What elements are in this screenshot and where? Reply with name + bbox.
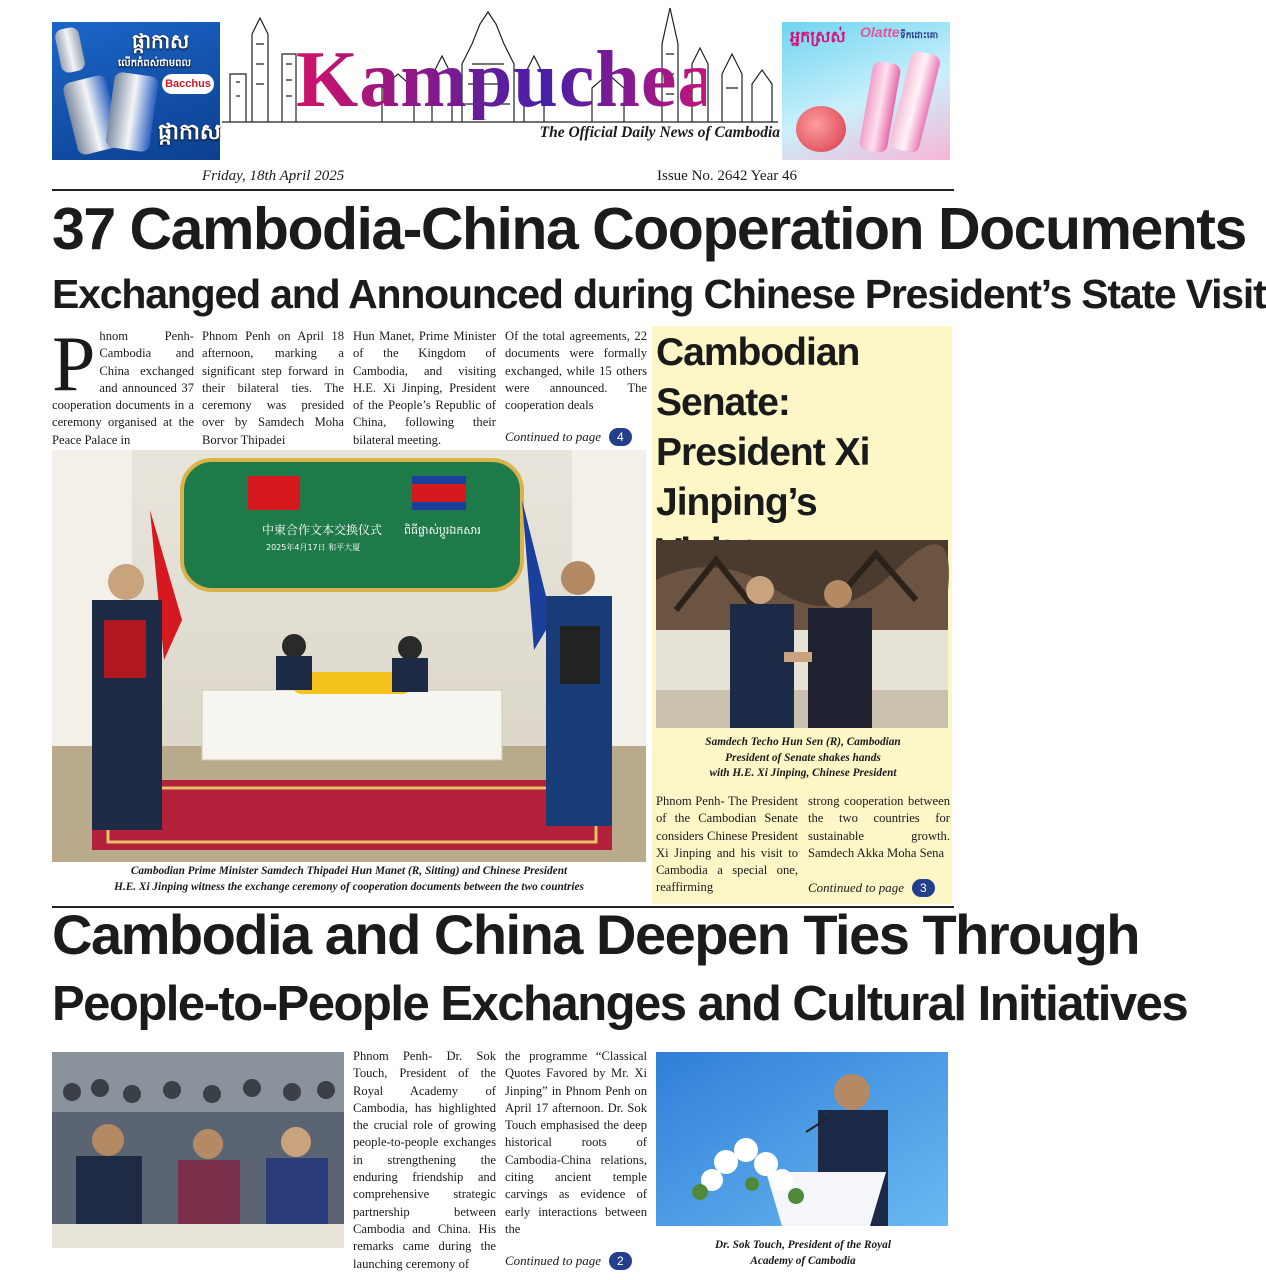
second-column-2: the programme “Classical Quotes Favored by Mr. Xi Jinping” in Phnom Penh on April 17 afternoon. Dr. Sok Touch emphasised the deep historical roots of Cambodia-China relations, citing ancient temple carvings as evidence of early interactions between the [505, 1049, 647, 1236]
sidebar-photo-caption [656, 735, 950, 782]
ad-fruit-image [796, 106, 846, 152]
speaker-caption-line-2: Academy of Cambodia [750, 1254, 856, 1267]
banner-khmer-text: ពិធីផ្លាស់ប្តូរឯកសារ [404, 524, 481, 537]
speaker-photo [656, 1052, 948, 1226]
speaker-photo-caption [656, 1238, 950, 1269]
ad-can-image [105, 71, 159, 152]
second-column-1: Phnom Penh- Dr. Sok Touch, President of the Royal Academy of Cambodia, has highlighted the crucial role of growing people-to-people exchanges in strengthening the enduring friendship and comprehensive strategic partnership between Cambodia and China. His remarks came during the launching ceremony of [353, 1049, 496, 1271]
sidebar-headline-line-1: Cambodian Senate: [656, 331, 860, 424]
lead-photo-caption [52, 864, 646, 895]
sidebar-caption-line-2: President of Senate shakes hands [725, 751, 881, 764]
page-badge: 2 [609, 1252, 632, 1270]
lead-caption-line-1: Cambodian Prime Minister Samdech Thipadei Hun Manet (R, Sitting) and Chinese President [130, 865, 568, 877]
lead-column-3: Hun Manet, Prime Minister of the Kingdom of Cambodia, and visiting H.E. Xi Jinping, President of the People’s Republic of China, following their bilateral meeting. [353, 329, 496, 447]
second-headline[interactable]: Cambodia and China Deepen Ties Through [52, 903, 1139, 966]
ad-headline: ផ្កាកាស [132, 29, 190, 53]
continued-label: Continued to page [505, 429, 602, 444]
issue-number: Issue No. 2642 Year 46 [657, 168, 797, 184]
ad-subline: លើកកំពស់ថាមពល [118, 58, 191, 69]
banner-chinese-text: 中柬合作文本交换仪式 [262, 523, 383, 537]
lead-subheadline[interactable]: Exchanged and Announced during Chinese President’s State Visit [52, 271, 1266, 317]
second-subheadline[interactable]: People-to-People Exchanges and Cultural Initiatives [52, 977, 1188, 1031]
lead-column-1-text: hnom Penh- Cambodia and China exchanged and announced 37 cooperation documents in a ceremony organised at the Peace Palace in [52, 329, 194, 447]
ad-logo: Bacchus [162, 74, 214, 94]
lead-caption-line-2: H.E. Xi Jinping witness the exchange ceremony of cooperation documents between the two countries [114, 880, 584, 893]
speaker-caption-line-1: Dr. Sok Touch, President of the Royal [715, 1239, 891, 1251]
sidebar-caption-line-3: with H.E. Xi Jinping, Chinese President [709, 767, 897, 779]
ad-logo: Olatte [860, 24, 900, 40]
issue-date: Friday, 18th April 2025 [202, 168, 345, 184]
lead-photo [52, 450, 646, 862]
second-continued-link[interactable] [505, 1252, 632, 1270]
continued-label: Continued to page [808, 880, 905, 895]
sidebar-photo [656, 540, 948, 728]
ad-footer: ផ្កាកាស [158, 120, 221, 145]
ad-subline: ទឹកដោះគោ [900, 31, 939, 41]
sidebar-caption-line-1: Samdech Techo Hun Sen (R), Cambodian [705, 736, 901, 748]
page-badge: 3 [912, 879, 935, 897]
drop-cap: P [52, 320, 96, 407]
conference-photo [52, 1052, 344, 1248]
page-badge: 4 [609, 428, 632, 446]
lead-column-2: Phnom Penh on April 18 afternoon, marking a significant step forward in their bilateral ties. The ceremony was presided over by Samdech Moha Borvor Thipadei [202, 329, 344, 447]
advertisement-olatte[interactable] [782, 22, 950, 160]
masthead-tagline: The Official Daily News of Cambodia [539, 124, 780, 141]
masthead-title: Kampuchea [296, 36, 719, 124]
sidebar-column-2: strong cooperation between the two countries for sustainable growth. Samdech Akka Moha Sena [808, 794, 950, 860]
lead-column-1 [52, 320, 194, 449]
masthead-divider [52, 189, 954, 191]
sidebar-column-1: Phnom Penh- The President of the Cambodian Senate considers Chinese President Xi Jinping and his visit to Cambodia a special one, reaffirming [656, 794, 798, 895]
lead-column-4: Of the total agreements, 22 documents were formally exchanged, while 15 others were announced. The cooperation deals [505, 329, 647, 413]
ad-can-image [54, 26, 87, 74]
sidebar-headline-line-2: President Xi Jinping’s [656, 431, 870, 524]
lead-continued-link[interactable] [505, 428, 632, 446]
advertisement-bacchus[interactable] [52, 22, 220, 160]
continued-label: Continued to page [505, 1253, 602, 1268]
lead-headline[interactable]: 37 Cambodia-China Cooperation Documents [52, 196, 1246, 262]
banner-chinese-date: 2025年4月17日 和平大厦 [266, 543, 361, 552]
sidebar-continued-link[interactable] [808, 879, 935, 897]
ad-headline: អ្នកស្រស់ [790, 27, 846, 46]
